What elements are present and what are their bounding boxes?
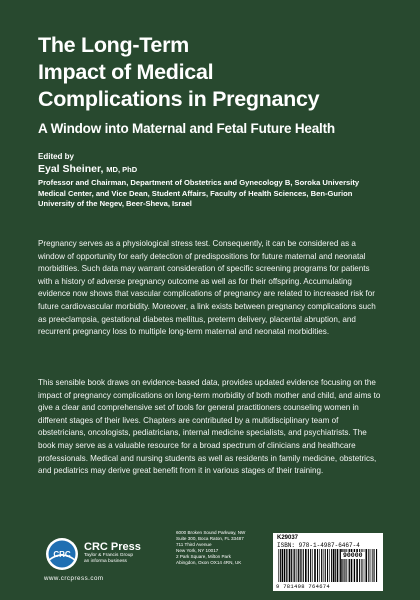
address-line: New York, NY 10017 xyxy=(176,548,219,553)
barcode-bar xyxy=(297,549,298,582)
barcode-bar xyxy=(337,549,338,582)
publisher-tagline-1: Taylor & Francis Group xyxy=(84,553,134,558)
barcode-bar xyxy=(333,549,335,582)
barcode-bar xyxy=(305,549,307,582)
address-line: 711 Third Avenue xyxy=(176,542,212,547)
barcode-bar xyxy=(368,549,369,582)
barcode-bar xyxy=(301,549,302,582)
barcode-bar xyxy=(329,549,330,582)
barcode-bar xyxy=(284,549,285,582)
publisher-name: CRC Press xyxy=(84,541,141,553)
barcode-bar xyxy=(293,549,294,582)
barcode-bar xyxy=(298,549,299,582)
edited-by-label: Edited by xyxy=(38,152,75,161)
price-code: 90000 xyxy=(343,552,363,559)
barcode-bar xyxy=(303,549,304,582)
editor-credentials: MD, PhD xyxy=(106,165,138,174)
barcode-bar xyxy=(335,549,336,582)
barcode-bar xyxy=(323,549,324,582)
barcode-bar xyxy=(327,549,328,582)
barcode-bar xyxy=(300,549,301,582)
publisher-block xyxy=(84,541,141,565)
barcode-bar xyxy=(317,549,318,582)
crc-logo-text: CRC xyxy=(53,550,71,559)
title-line-1: The Long-Term xyxy=(38,33,189,57)
address-line: 2 Park Square, Milton Park xyxy=(176,554,231,559)
editor-name xyxy=(38,163,137,175)
catalog-code: K29037 xyxy=(277,535,299,541)
barcode-bar xyxy=(288,549,289,582)
address-line: Suite 300, Boca Raton, FL 33487 xyxy=(176,536,244,541)
publisher-url: www.crcpress.com xyxy=(44,575,104,582)
barcode-bar xyxy=(371,549,372,582)
title-line-3: Complications in Pregnancy xyxy=(38,87,320,111)
editor-name-text: Eyal Sheiner, xyxy=(38,163,104,175)
barcode-bar xyxy=(308,549,309,582)
barcode-bar xyxy=(374,549,375,582)
book-title xyxy=(38,32,398,113)
barcode-bar xyxy=(291,549,292,582)
description-paragraph-1: Pregnancy serves as a physiological stress test. Consequently, it can be considered as a window of opportunity for early detection of predispositions for future maternal and neonatal morbidities. Such data may warrant consideration of specific screening programs for patients with a history of adverse pregnancy outcome as well as for their offspring. Accumulating evidence now shows that vascular complications of pregnancy are related to increased risk for future cardiovascular morbidity. Moreover, a link exists between pregnancy complications such as preeclampsia, gestational diabetes mellitus, preterm delivery, placental abruption, and recurrent pregnancy loss to multiple long-term maternal and neonatal morbidities. xyxy=(38,239,376,337)
publisher-address xyxy=(176,530,258,566)
barcode-bar xyxy=(372,549,373,582)
barcode-bar xyxy=(286,549,287,582)
barcode-bar xyxy=(314,549,316,582)
barcode-bar xyxy=(282,549,284,582)
book-subtitle: A Window into Maternal and Fetal Future Health xyxy=(38,121,335,136)
barcode-number: 9 781498 764674 xyxy=(276,583,331,590)
barcode-bar xyxy=(366,549,368,582)
barcode-bar xyxy=(312,549,313,582)
barcode-bar xyxy=(289,549,291,582)
barcode-bar xyxy=(339,549,340,582)
barcode-bar xyxy=(319,549,320,582)
barcode-bar xyxy=(376,549,377,582)
editor-affiliation: Professor and Chairman, Department of Obstetrics and Gynecology B, Soroka University Medical Center, and Vice Dean, Student Affairs, Faculty of Health Sciences, Ben-Gurion University of the Negev, Beer-Sheva, Israel xyxy=(38,178,360,208)
crc-press-logo-icon xyxy=(44,536,80,572)
barcode-bar xyxy=(310,549,311,582)
title-line-2: Impact of Medical xyxy=(38,60,214,84)
description-paragraph-2: This sensible book draws on evidence-based data, provides updated evidence focusing on the impact of pregnancy complications on long-term morbidity of both mother and child, and aims to give a clear and comprehensive set of tools for general practitioners counseling women in different stages of their lives. Chapters are contributed by a multidisciplinary team of obstetricians, oncologists, pediatricians, internal medicine specialists, and psychiatrists. The book may serve as a valuable resource for a broad spectrum of clinicians and healthcare professionals. Medical and nursing students as well as residents in family medicine, obstetrics, and pediatrics may derive great benefit from it in various stages of their training. xyxy=(38,378,381,476)
isbn-barcode xyxy=(273,533,383,591)
isbn-text: ISBN: 978-1-4987-6467-4 xyxy=(277,542,360,549)
barcode-bar xyxy=(278,549,279,582)
barcode-bar xyxy=(280,549,281,582)
address-line: 6000 Broken Sound Parkway, NW xyxy=(176,530,246,535)
barcode-bar xyxy=(325,549,326,582)
barcode-bar xyxy=(331,549,332,582)
barcode-bar xyxy=(321,549,322,582)
publisher-tagline-2: an informa business xyxy=(84,559,127,564)
barcode-bar xyxy=(294,549,295,582)
address-line: Abingdon, Oxon OX14 4RN, UK xyxy=(176,560,242,565)
